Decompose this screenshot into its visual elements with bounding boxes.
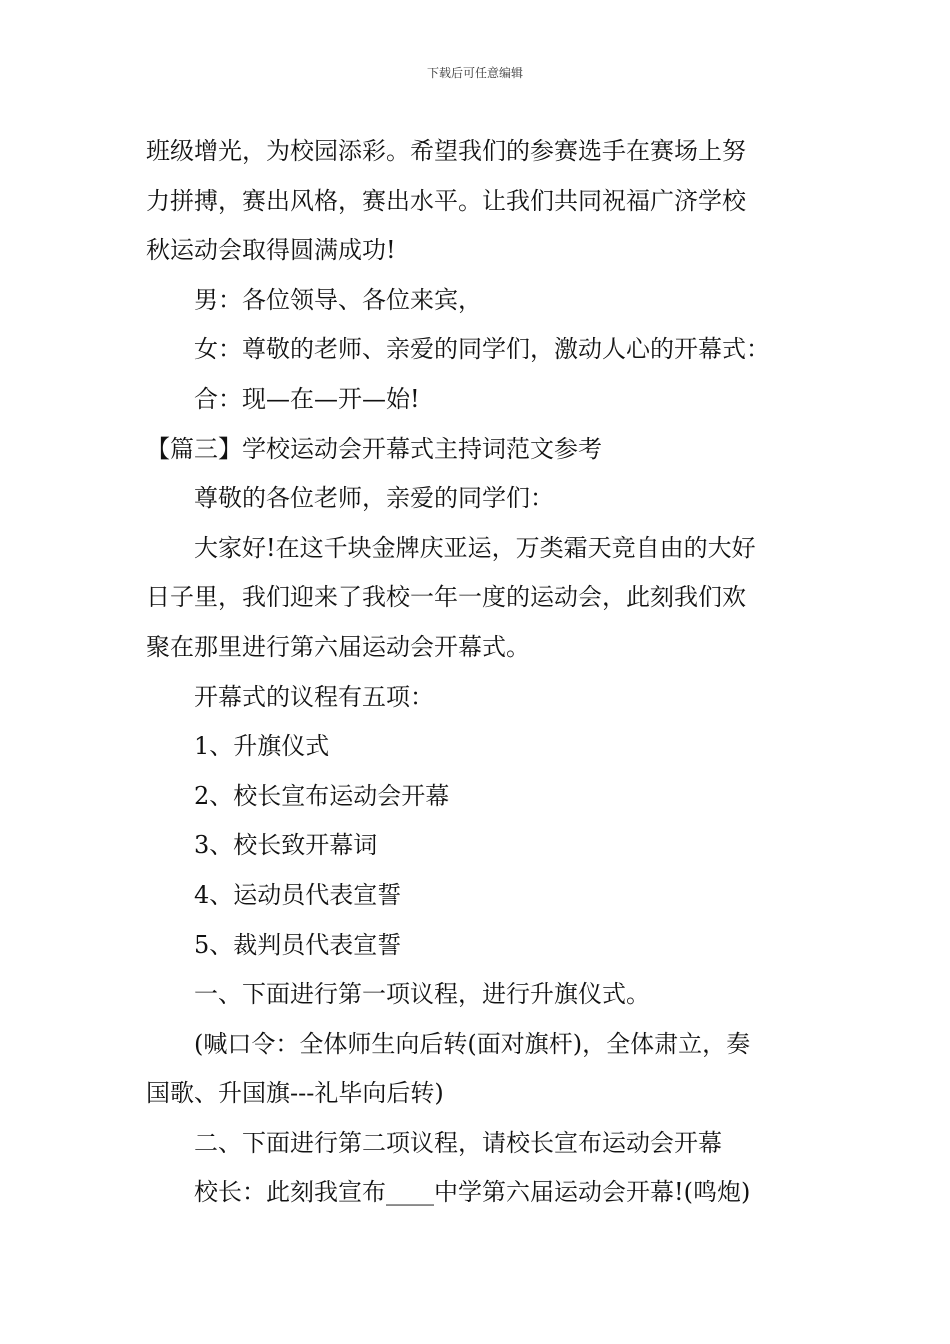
text-line: 国歌、升国旗---礼毕向后转) xyxy=(146,1079,444,1108)
dialogue-line: 女：尊敬的老师、亲爱的同学们，激动人心的开幕式： xyxy=(194,335,770,364)
text-line: 日子里，我们迎来了我校一年一度的运动会，此刻我们欢 xyxy=(146,583,746,612)
text-line: (喊口令：全体师生向后转(面对旗杆)，全体肃立，奏 xyxy=(194,1029,751,1058)
agenda-item: 4、运动员代表宣誓 xyxy=(194,880,402,909)
text-line: 二、下面进行第二项议程，请校长宣布运动会开幕 xyxy=(194,1128,722,1157)
document-body xyxy=(146,127,816,1218)
dialogue-line: 男：各位领导、各位来宾， xyxy=(194,285,482,314)
agenda-item: 5、裁判员代表宣誓 xyxy=(194,930,402,959)
text-line: 大家好!在这千块金牌庆亚运，万类霜天竞自由的大好 xyxy=(194,533,756,562)
page-header: 下载后可任意编辑 xyxy=(426,66,523,80)
text-line: 班级增光，为校园添彩。希望我们的参赛选手在赛场上努 xyxy=(146,137,746,165)
agenda-item: 3、校长致开幕词 xyxy=(194,831,378,860)
text-line: 秋运动会取得圆满成功! xyxy=(146,236,396,265)
agenda-item: 2、校长宣布运动会开幕 xyxy=(194,781,450,810)
salutation: 尊敬的各位老师，亲爱的同学们： xyxy=(194,484,554,513)
dialogue-line: 合：现—在—开—始! xyxy=(194,384,420,413)
agenda-intro: 开幕式的议程有五项： xyxy=(194,682,434,711)
text-line: 聚在那里进行第六届运动会开幕式。 xyxy=(146,632,530,661)
text-line: 校长：此刻我宣布____中学第六届运动会开幕!(鸣炮) xyxy=(194,1178,751,1207)
text-line: 力拼搏，赛出风格，赛出水平。让我们共同祝福广济学校 xyxy=(146,186,746,215)
section-heading: 【篇三】学校运动会开幕式主持词范文参考 xyxy=(146,434,602,463)
agenda-item: 1、升旗仪式 xyxy=(194,732,330,761)
text-line: 一、下面进行第一项议程，进行升旗仪式。 xyxy=(194,980,650,1009)
